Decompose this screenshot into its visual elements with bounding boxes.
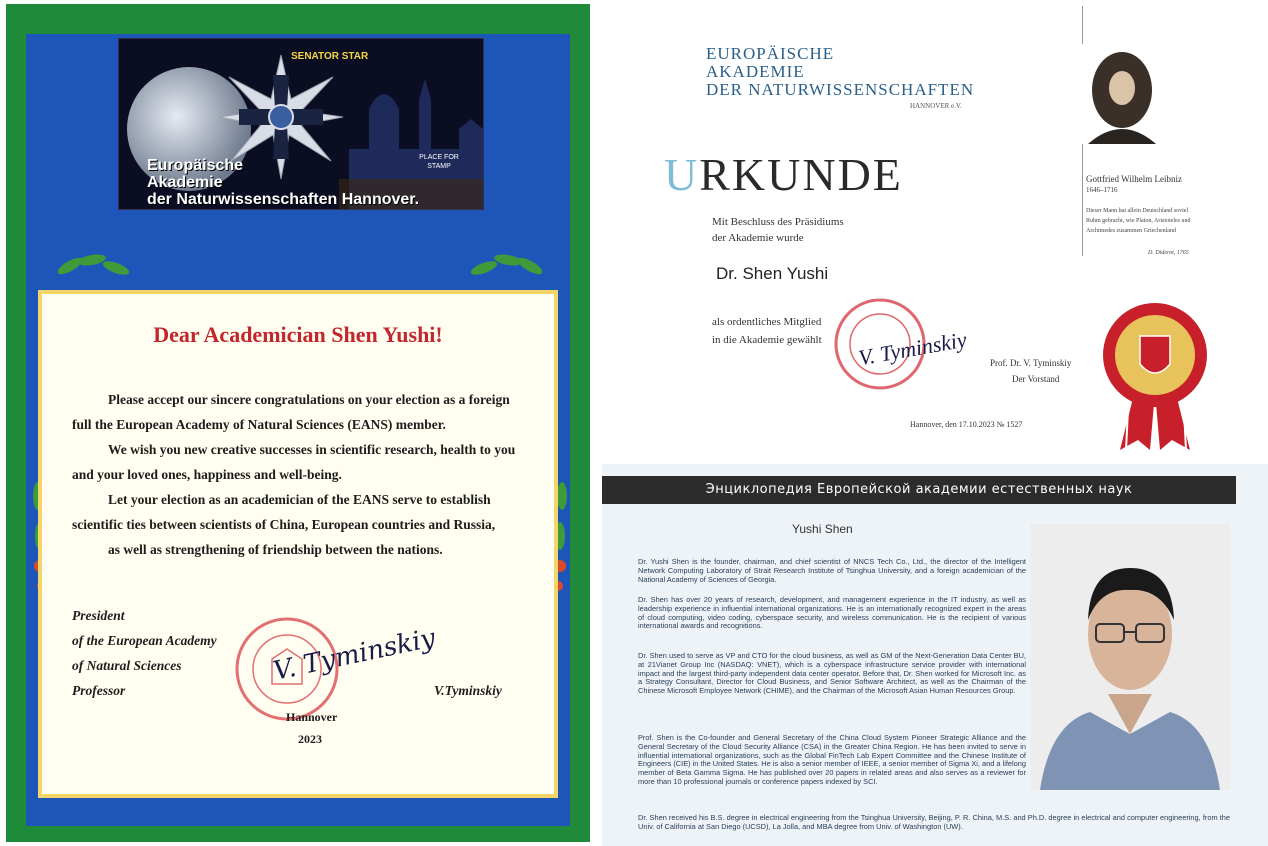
place-for-stamp-label: PLACE FOR STAMP bbox=[419, 154, 459, 170]
membership-line: in die Akademie gewählt bbox=[712, 334, 822, 346]
leibniz-years: 1646–1716 bbox=[1086, 186, 1118, 194]
recipient-name: Dr. Shen Yushi bbox=[716, 264, 829, 283]
portrait-photo bbox=[1030, 524, 1230, 790]
wax-seal-icon bbox=[1100, 300, 1210, 450]
bio-paragraph: Dr. Shen has over 20 years of research, development, and management experience in the IT industry, as well as leadership experience in influential international organizations. He is an internationally recognized expert in the areas of cloud computing, video coding, cyberspace security, and wireless communication. He is the recipient of various international awards and recognitions. bbox=[638, 595, 1026, 631]
certificate-city: Hannover bbox=[286, 710, 338, 724]
certificate-text-line: full the European Academy of Natural Sciences (EANS) member. bbox=[72, 417, 446, 432]
signature: V. Tyminskiy bbox=[856, 326, 969, 371]
signer-name: Prof. Dr. V. Tyminskiy bbox=[990, 358, 1072, 368]
banner-line-1: Europäische bbox=[147, 157, 244, 174]
decision-line: Mit Beschluss des Präsidiums bbox=[712, 216, 844, 228]
signatory-name: V.Tyminskiy bbox=[434, 683, 502, 698]
congratulation-certificate bbox=[0, 0, 596, 846]
academy-banner bbox=[118, 38, 484, 210]
encyclopedia-header: Энциклопедия Европейской академии естественных наук bbox=[602, 476, 1236, 504]
certificate-text-line: We wish you new creative successes in scientific research, health to you bbox=[108, 442, 516, 457]
leibniz-quote-author: D. Diderot, 1765 bbox=[1148, 250, 1189, 256]
signatory-title-line: President bbox=[72, 608, 125, 623]
bio-paragraph: Dr. Yushi Shen is the founder, chairman, and chief scientist of NNCS Tech Co., Ltd., the director of the Intelligent Network Computing Laboratory of Strait Research Institute of Tsinghua University, and a foreign academician of the National Academy of Sciences of Georgia. bbox=[638, 557, 1026, 584]
leibniz-quote-line: Dieser Mann hat allein Deutschland soviel bbox=[1086, 208, 1189, 214]
entry-name: Yushi Shen bbox=[792, 522, 853, 536]
bio-paragraph: Dr. Shen used to serve as VP and CTO for the cloud business, as well as GM of the Next-Generation Data Center BU, at 21Vianet Group Inc (NASDAQ: VNET), which is a cyberspace infrastructure service provider with international impact and the largest third-party independent data center operator. Before that, Dr. Shen worked for Microsoft Inc. as a Strategy Consultant, Director for Cloud Business, and Senior Software Architect, as well as the Chairman of the Chinese Microsoft Employee Network (CHIME), and the Chairman of the Microsoft Asian Human Resources Group. bbox=[638, 651, 1026, 696]
certificate-heading: Dear Academician Shen Yushi! bbox=[153, 322, 443, 347]
academy-city: HANNOVER e.V. bbox=[910, 102, 962, 110]
academy-name-line: EUROPÄISCHE bbox=[706, 44, 835, 63]
certificate-text-line: as well as strengthening of friendship between the nations. bbox=[108, 542, 443, 557]
signatory-title-line: of Natural Sciences bbox=[72, 658, 182, 673]
signatory-title-line: Professor bbox=[72, 683, 126, 698]
bio-paragraph: Dr. Shen received his B.S. degree in electrical engineering from the Tsinghua University, Beijing, P. R. China, M.S. and Ph.D. degree in electrical and computer engineering, from the Univ. of California at San Diego (UCSD), La Jolla, and MBA degree from Univ. of Washington (UW). bbox=[638, 813, 1230, 831]
certificate-year: 2023 bbox=[298, 732, 322, 746]
leibniz-quote-line: Ruhm gebracht, wie Platon, Aristoteles und bbox=[1086, 218, 1191, 224]
urkunde-document bbox=[602, 0, 1268, 458]
academy-name-line: AKADEMIE bbox=[706, 62, 805, 81]
banner-line-2: Akademie bbox=[147, 174, 223, 191]
urkunde-title: URKUNDE bbox=[664, 149, 903, 200]
academy-name-line: DER NATURWISSENSCHAFTEN bbox=[706, 80, 975, 99]
decision-line: der Akademie wurde bbox=[712, 232, 804, 244]
leibniz-portrait bbox=[1078, 44, 1166, 144]
encyclopedia-entry bbox=[602, 464, 1268, 846]
signatory-title-line: of the European Academy bbox=[72, 633, 217, 648]
certificate-text-line: scientific ties between scientists of China, European countries and Russia, bbox=[72, 517, 496, 532]
banner-line-3: der Naturwissenschaften Hannover. bbox=[147, 191, 420, 208]
certificate-text-line: Please accept our sincere congratulations on your election as a foreign bbox=[108, 392, 510, 407]
membership-line: als ordentliches Mitglied bbox=[712, 316, 822, 328]
person-photo bbox=[1030, 524, 1230, 790]
certificate-text-line: and your loved ones, happiness and well-being. bbox=[72, 467, 342, 482]
certificate-text-line: Let your election as an academician of the EANS serve to establish bbox=[108, 492, 491, 507]
leibniz-quote-line: Archimedes zusammen Griechenland bbox=[1086, 228, 1176, 234]
date-line: Hannover, den 17.10.2023 № 1527 bbox=[910, 420, 1023, 429]
signature: V. Tyminskiy bbox=[270, 623, 438, 687]
leibniz-name: Gottfried Wilhelm Leibniz bbox=[1086, 174, 1182, 184]
senator-star-label: SENATOR STAR bbox=[291, 51, 369, 62]
signer-role: Der Vorstand bbox=[1012, 374, 1060, 384]
bio-paragraph: Prof. Shen is the Co-founder and General Secretary of the China Cloud System Pioneer Strategic Alliance and the General Secretary of the Cloud Security Alliance (CSA) in the Greater China Region. He has been invited to serve in influential international organizations, such as the Global FinTech Lab Expert Committee and the Chinese Institute of Engineers (CIE) in the United States. He is also a senior member of IEEE, a senior member of Sigma Xi, and a lifelong member of Beta Gamma Sigma. He has published over 20 papers in related areas and also serves as a reviewer for more than 10 professional journals or conference papers indexed by SCI. bbox=[638, 733, 1026, 786]
